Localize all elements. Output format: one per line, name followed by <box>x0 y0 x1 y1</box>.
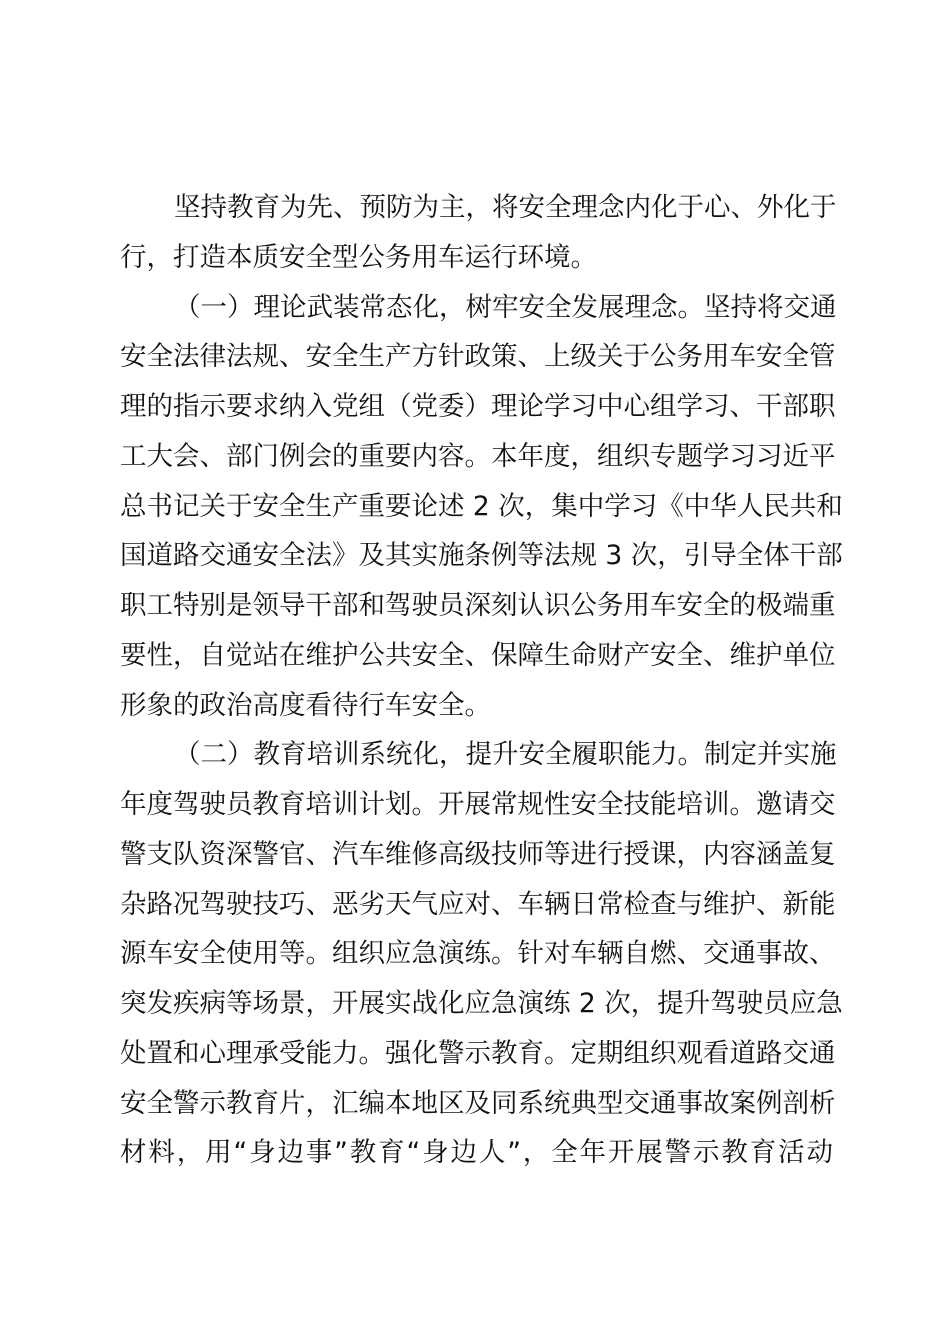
text-line: 形象的政治高度看待行车安全。 <box>120 689 491 721</box>
text-line: 源车安全使用等。组织应急演练。针对车辆自燃、交通事故、 <box>120 938 836 970</box>
text-line: 安全警示教育片，汇编本地区及同系统典型交通事故案例剖析 <box>120 1087 836 1119</box>
text-line: 理的指示要求纳入党组（党委）理论学习中心组学习、干部职 <box>120 391 836 422</box>
text-line: 突发疾病等场景，开展实战化应急演练 2 次，提升驾驶员应急 <box>120 988 843 1019</box>
text-line: 警支队资深警官、汽车维修高级技师等进行授课，内容涵盖复 <box>120 838 836 870</box>
text-line: 安全法律法规、安全生产方针政策、上级关于公务用车安全管 <box>120 341 836 373</box>
document-body <box>120 183 843 1178</box>
text-line: 国道路交通安全法》及其实施条例等法规 3 次，引导全体干部 <box>120 540 843 572</box>
text-line: 总书记关于安全生产重要论述 2 次，集中学习《中华人民共和 <box>120 490 843 522</box>
text-line: 行，打造本质安全型公务用车运行环境。 <box>120 241 597 273</box>
paragraph <box>120 283 843 731</box>
text-line: 处置和心理承受能力。强化警示教育。定期组织观看道路交通 <box>120 1037 836 1069</box>
text-line: 杂路况驾驶技巧、恶劣天气应对、车辆日常检查与维护、新能 <box>120 888 836 920</box>
text-line: 坚持教育为先、预防为主，将安全理念内化于心、外化于 <box>174 192 837 223</box>
paragraph <box>120 730 843 1178</box>
text-line: 职工特别是领导干部和驾驶员深刻认识公务用车安全的极端重 <box>120 590 836 621</box>
text-line: 年度驾驶员教育培训计划。开展常规性安全技能培训。邀请交 <box>120 789 836 820</box>
text-line: （一）理论武装常态化，树牢安全发展理念。坚持将交通 <box>174 291 837 323</box>
text-line: 工大会、部门例会的重要内容。本年度，组织专题学习习近平 <box>120 440 836 472</box>
text-line: 材料，用“身边事”教育“身边人”，全年开展警示教育活动 <box>120 1137 833 1169</box>
text-line: 要性，自觉站在维护公共安全、保障生命财产安全、维护单位 <box>120 639 836 671</box>
paragraph <box>120 183 837 283</box>
text-line: （二）教育培训系统化，提升安全履职能力。制定并实施 <box>174 739 837 771</box>
